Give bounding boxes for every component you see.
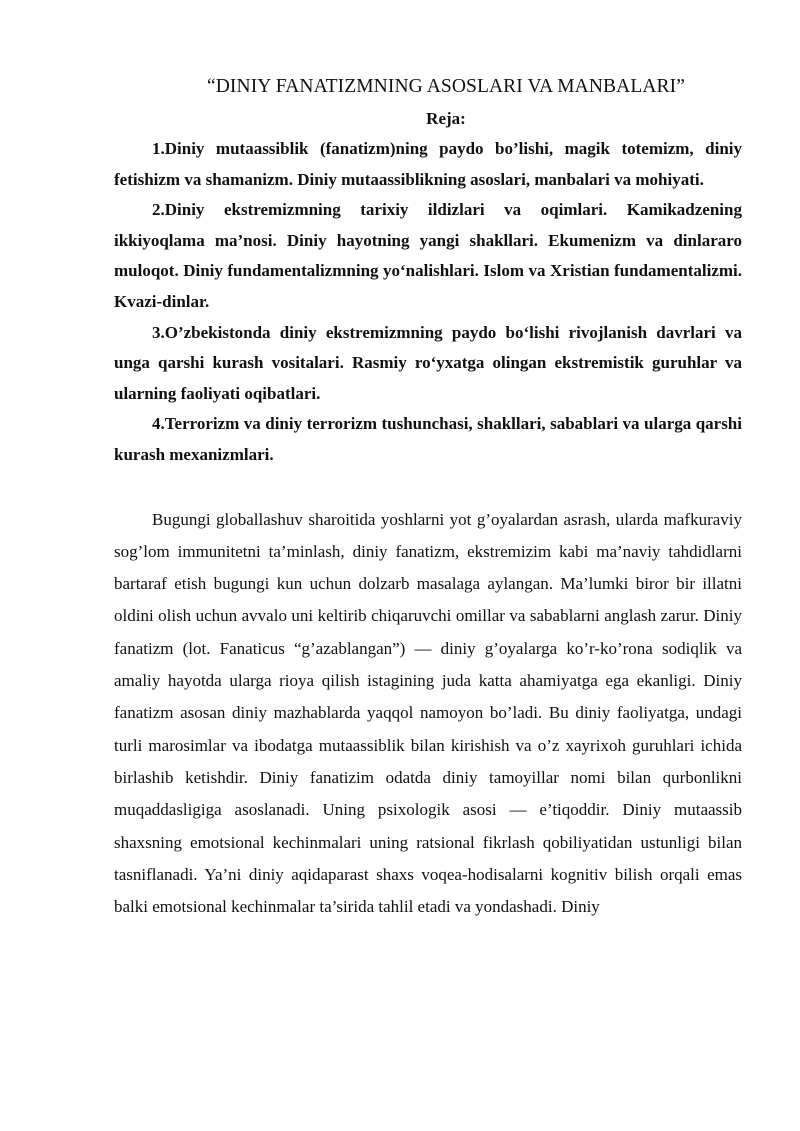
plan-label: Reja: — [426, 109, 466, 128]
plan-item-4: 4.Terrorizm va diniy terrorizm tushunchasi, shakllari, sabablari va ularga qarshi kurash mexanizmlari. — [114, 414, 742, 464]
section-spacer — [114, 471, 742, 504]
body-paragraph: Bugungi globallashuv sharoitida yoshlarni yot g’oyalardan asrash, ularda mafkuraviy sog’lom immunitetni ta’minlash, diniy fanatizm, ekstremizim kabi ma’naviy tahdidlarni bartaraf etish bugungi kun uchun dolzarb masalaga aylangan. Ma’lumki biror bir illatni oldini olish uchun avvalo uni keltirib chiqaruvchi omillar va sabablarni anglash zarur. Diniy fanatizm (lot. Fanaticus “g’azablangan”) — diniy g’oyalarga ko’r-ko’rona sodiqlik va amaliy hayotda ularga rioya qilish istagining juda katta ahamiyatga ega ekanligi. Diniy fanatizm asosan diniy mazhablarda yaqqol namoyon bo’ladi. Bu diniy faoliyatga, undagi turli marosimlar va ibodatga mutaassiblik bilan kirishish va o’z xayrixoh guruhlari ichida birlashib ketishdir. Diniy fanatizim odatda diniy tamoyillar nomi bilan qurbonlikni muqaddasligiga asoslanadi. Uning psixologik asosi — e’tiqoddir. Diniy mutaassib shaxsning emotsional kechinmalari uning ratsional fikrlash qobiliyatidan ustunligi bilan tasniflanadi. Ya’ni diniy aqidaparast shaxs voqea-hodisalarni kognitiv bilish orqali emas balki emotsional kechinmalar ta’sirida tahlil etadi va yondashadi. Diniy — [114, 509, 742, 917]
document-title: “DINIY FANATIZMNING ASOSLARI VA MANBALARI” — [207, 76, 685, 97]
document-page — [114, 70, 742, 923]
plan-item-2: 2.Diniy ekstremizmning tarixiy ildizlari va oqimlari. Kamikadzening ikkiyoqlama ma’nosi. Diniy hayotning yangi shakllari. Ekumenizm va dinlararo muloqot. Diniy fundamentalizmning yo‘nalishlari. Islom va Xristian fundamentalizmi. Kvazi-dinlar. — [114, 200, 742, 311]
plan-list — [114, 134, 742, 471]
plan-item-3: 3.O’zbekistonda diniy ekstremizmning paydo bo‘lishi rivojlanish davrlari va unga qarshi kurash vositalari. Rasmiy ro‘yxatga olingan ekstremistik guruhlar va ularning faoliyati oqibatlari. — [114, 322, 742, 403]
plan-item-1: 1.Diniy mutaassiblik (fanatizm)ning paydo bo’lishi, magik totemizm, diniy fetishizm va shamanizm. Diniy mutaassiblikning asoslari, manbalari va mohiyati. — [114, 139, 742, 189]
